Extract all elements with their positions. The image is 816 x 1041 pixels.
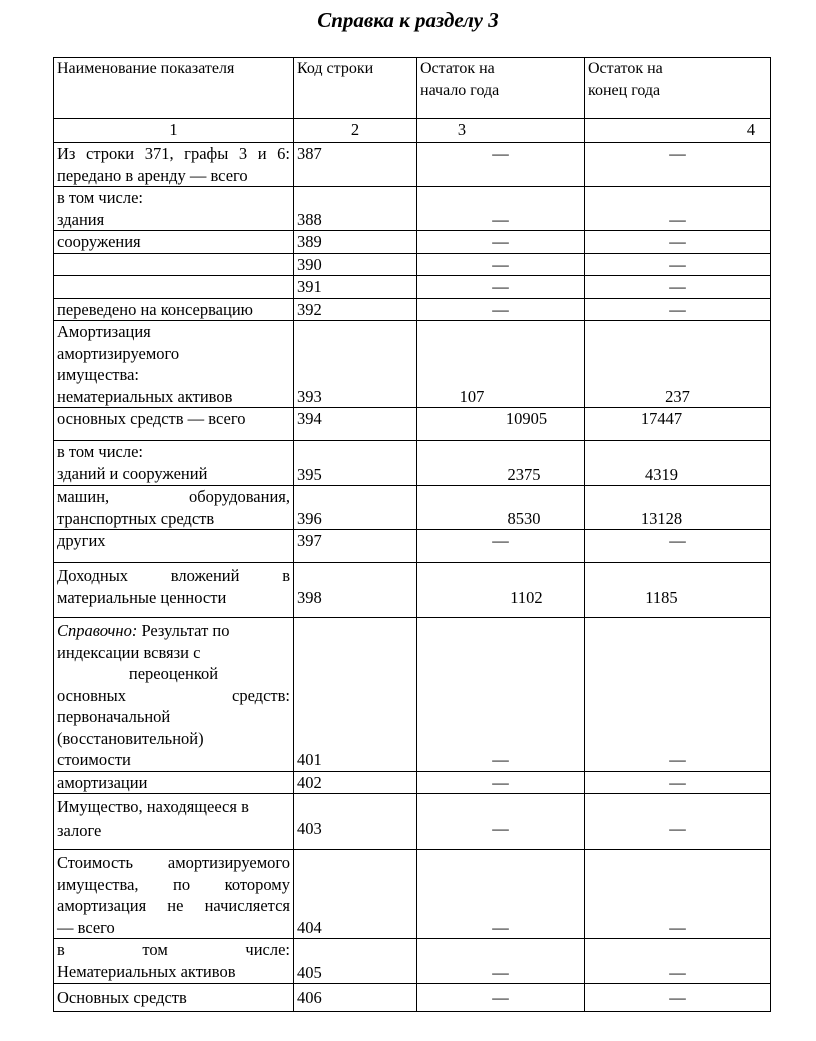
row-start-value: — [417, 276, 585, 299]
row-name [54, 276, 294, 299]
row-start-value: 10905 [417, 408, 585, 441]
row-name [54, 939, 294, 984]
table-row [54, 794, 771, 850]
row-end-value: — [585, 253, 771, 276]
row-name-line: — всего [57, 917, 115, 937]
table-row [54, 231, 771, 254]
row-code: 387 [294, 143, 417, 187]
table-row [54, 486, 771, 530]
row-code: 401 [294, 618, 417, 772]
row-start-value: 1102 [417, 563, 585, 618]
row-name-line: передано в аренду — всего [57, 165, 248, 185]
row-code: 395 [294, 441, 417, 486]
header-row [54, 58, 771, 119]
table-row [54, 939, 771, 984]
row-name [54, 187, 294, 231]
table-row [54, 441, 771, 486]
table-row [54, 563, 771, 618]
row-end-value: — [585, 298, 771, 321]
column-number-row [54, 119, 771, 143]
row-start-value: — [417, 253, 585, 276]
row-name-line: амортизация не начисляется [57, 896, 290, 915]
row-name: других [54, 530, 294, 563]
row-code: 402 [294, 771, 417, 794]
row-end-value: — [585, 939, 771, 984]
row-name-line: Стоимость амортизируемого [57, 853, 290, 872]
row-start-value: — [417, 984, 585, 1012]
row-name [54, 563, 294, 618]
table-row [54, 187, 771, 231]
column-number: 3 [417, 119, 585, 143]
table-row [54, 771, 771, 794]
row-start-value: — [417, 939, 585, 984]
table-row [54, 850, 771, 939]
table-row [54, 984, 771, 1012]
row-name-line: транспортных средств [57, 508, 215, 528]
row-start-value: — [417, 187, 585, 231]
row-name [54, 441, 294, 486]
row-end-value: — [585, 530, 771, 563]
table-row [54, 321, 771, 408]
row-name-line: Нематериальных активов [57, 961, 236, 981]
row-start-value: — [417, 231, 585, 254]
row-code: 390 [294, 253, 417, 276]
row-code: 405 [294, 939, 417, 984]
table-row [54, 530, 771, 563]
row-name-line: (восстановительной) [57, 728, 204, 748]
row-code: 394 [294, 408, 417, 441]
row-start-value: — [417, 530, 585, 563]
row-end-value: 1185 [585, 563, 771, 618]
header-balance-start-line2: начало года [420, 81, 500, 99]
row-name: переведено на консервацию [54, 298, 294, 321]
row-end-value: — [585, 850, 771, 939]
header-balance-end-line2: конец года [588, 81, 661, 99]
table-row [54, 253, 771, 276]
row-code: 388 [294, 187, 417, 231]
header-indicator-name: Наименование показателя [54, 58, 294, 119]
row-name-line: переоценкой [128, 664, 219, 683]
row-code: 403 [294, 794, 417, 850]
row-start-value: — [417, 618, 585, 772]
row-end-value: — [585, 143, 771, 187]
row-name-line: имущества: [57, 365, 139, 384]
header-row-code: Код строки [294, 58, 417, 119]
row-name-line: Доходных вложений в [57, 566, 290, 585]
row-name [54, 618, 294, 772]
row-name [54, 321, 294, 408]
row-start-value: — [417, 771, 585, 794]
row-code: 404 [294, 850, 417, 939]
row-end-value: — [585, 618, 771, 772]
row-name [54, 794, 294, 850]
row-name-line: Имущество, находящееся в [57, 797, 249, 816]
row-name [54, 143, 294, 187]
table-row [54, 143, 771, 187]
row-name-line: нематериальных активов [57, 386, 233, 406]
row-name-text: Результат по [137, 621, 230, 640]
row-end-value: 237 [585, 321, 771, 408]
row-code: 396 [294, 486, 417, 530]
row-name-line: Из строки 371, графы 3 и 6: [57, 144, 290, 163]
header-balance-end [585, 58, 771, 119]
row-name: сооружения [54, 231, 294, 254]
table-row [54, 618, 771, 772]
header-balance-start-line1: Остаток на [420, 60, 495, 77]
row-name-line: основных средств: [57, 685, 290, 705]
row-end-value: — [585, 794, 771, 850]
row-code: 392 [294, 298, 417, 321]
row-start-value: — [417, 850, 585, 939]
row-name [54, 850, 294, 939]
row-code: 406 [294, 984, 417, 1012]
row-name-line: имущества, по которому [57, 874, 290, 894]
row-name: Основных средств [54, 984, 294, 1012]
row-end-value: — [585, 187, 771, 231]
row-start-value: — [417, 794, 585, 850]
row-name-line: зданий и сооружений [57, 463, 208, 483]
row-end-value: — [585, 984, 771, 1012]
row-name-line: стоимости [57, 750, 131, 769]
row-name-line: залоге [57, 820, 102, 840]
row-end-value: 4319 [585, 441, 771, 486]
row-start-value: 8530 [417, 486, 585, 530]
row-name-line: в том числе: [57, 188, 144, 207]
column-number: 4 [585, 119, 771, 143]
row-start-value: 2375 [417, 441, 585, 486]
column-number: 2 [294, 119, 417, 143]
row-name-prefix: Справочно: [57, 621, 138, 640]
row-end-value: — [585, 771, 771, 794]
row-start-value: 107 [417, 321, 585, 408]
row-name-line: здания [57, 209, 105, 229]
row-code: 397 [294, 530, 417, 563]
row-code: 389 [294, 231, 417, 254]
row-start-value: — [417, 298, 585, 321]
row-start-value: — [417, 143, 585, 187]
row-name: основных средств — всего [54, 408, 294, 441]
page-title: Справка к разделу 3 [317, 8, 499, 32]
row-name-line [57, 620, 290, 642]
row-name: амортизации [54, 771, 294, 794]
reference-table [53, 57, 771, 1012]
table-row [54, 298, 771, 321]
row-name-line: машин, оборудования, [57, 487, 290, 506]
row-code: 393 [294, 321, 417, 408]
header-balance-end-line1: Остаток на [588, 60, 663, 77]
row-code: 398 [294, 563, 417, 618]
table-row [54, 408, 771, 441]
row-name-line: Амортизация [57, 322, 151, 341]
column-number: 1 [54, 119, 294, 143]
row-name-line: в том числе: [57, 442, 144, 461]
row-name-line: первоначальной [57, 707, 171, 726]
table-row [54, 276, 771, 299]
row-code: 391 [294, 276, 417, 299]
row-name-line: индексации всвязи с [57, 642, 201, 662]
row-name-line: в том числе: [57, 940, 290, 959]
row-end-value: 13128 [585, 486, 771, 530]
row-name [54, 486, 294, 530]
header-balance-start [417, 58, 585, 119]
row-name-line: материальные ценности [57, 587, 227, 607]
row-end-value: — [585, 276, 771, 299]
row-end-value: — [585, 231, 771, 254]
row-name [54, 253, 294, 276]
row-name-line: амортизируемого [57, 343, 180, 363]
row-end-value: 17447 [585, 408, 771, 441]
